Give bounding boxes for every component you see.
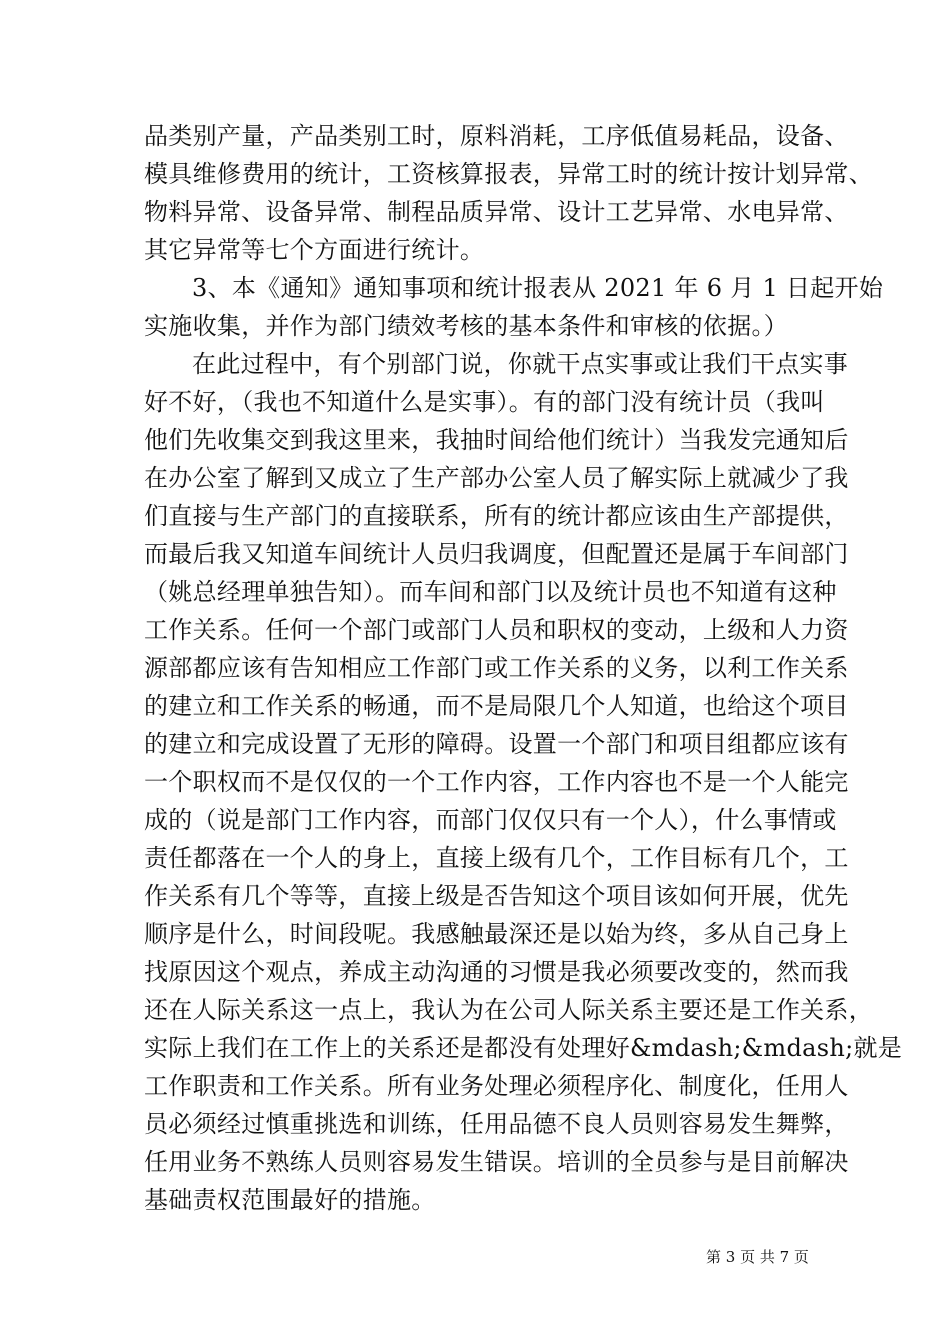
text-line: 员必须经过慎重挑选和训练，任用品德不良人员则容易发生舞弊， <box>144 1110 849 1138</box>
text-line: 他们先收集交到我这里来，我抽时间给他们统计）当我发完通知后 <box>144 426 849 454</box>
text-line: 工作关系。任何一个部门或部门人员和职权的变动，上级和人力资 <box>144 616 849 644</box>
text-line: 工作职责和工作关系。所有业务处理必须程序化、制度化，任用人 <box>144 1072 849 1100</box>
text-line: 其它异常等七个方面进行统计。 <box>144 236 485 264</box>
text-line: 们直接与生产部门的直接联系，所有的统计都应该由生产部提供， <box>144 502 849 530</box>
text-line: 的建立和工作关系的畅通，而不是局限几个人知道，也给这个项目 <box>144 692 849 720</box>
text-line: 作关系有几个等等，直接上级是否告知这个项目该如何开展，优先 <box>144 882 849 910</box>
text-line: 在此过程中，有个别部门说，你就干点实事或让我们干点实事 <box>192 350 849 378</box>
text-line: 找原因这个观点，养成主动沟通的习惯是我必须要改变的，然而我 <box>144 958 849 986</box>
text-line: 3、本《通知》通知事项和统计报表从 2021 年 6 月 1 日起开始 <box>192 274 884 302</box>
text-line: 模具维修费用的统计，工资核算报表，异常工时的统计按计划异常、 <box>144 160 873 188</box>
text-line: 好不好，（我也不知道什么是实事）。有的部门没有统计员（我叫 <box>144 388 825 416</box>
page-number: 第 3 页 共 7 页 <box>706 1248 809 1266</box>
text-line: 实施收集，并作为部门绩效考核的基本条件和审核的依据。） <box>144 312 789 340</box>
text-line: 实际上我们在工作上的关系还是都没有处理好&mdash;&mdash;就是 <box>144 1034 903 1062</box>
text-line: 物料异常、设备异常、制程品质异常、设计工艺异常、水电异常、 <box>144 198 849 226</box>
text-line: 而最后我又知道车间统计人员归我调度，但配置还是属于车间部门 <box>144 540 849 568</box>
text-line: 基础责权范围最好的措施。 <box>144 1186 436 1214</box>
text-line: （姚总经理单独告知）。而车间和部门以及统计员也不知道有这种 <box>144 578 837 606</box>
text-line: 一个职权而不是仅仅的一个工作内容，工作内容也不是一个人能完 <box>144 768 849 796</box>
text-line: 顺序是什么，时间段呢。我感触最深还是以始为终，多从自己身上 <box>144 920 849 948</box>
text-line: 成的（说是部门工作内容，而部门仅仅只有一个人），什么事情或 <box>144 806 837 834</box>
text-line: 源部都应该有告知相应工作部门或工作关系的义务，以利工作关系 <box>144 654 849 682</box>
text-line: 任用业务不熟练人员则容易发生错误。培训的全员参与是目前解决 <box>144 1148 849 1176</box>
text-line: 在办公室了解到又成立了生产部办公室人员了解实际上就减少了我 <box>144 464 849 492</box>
text-line: 责任都落在一个人的身上，直接上级有几个，工作目标有几个，工 <box>144 844 849 872</box>
text-line: 的建立和完成设置了无形的障碍。设置一个部门和项目组都应该有 <box>144 730 849 758</box>
text-line: 品类别产量，产品类别工时，原料消耗，工序低值易耗品，设备、 <box>144 122 849 150</box>
text-line: 还在人际关系这一点上，我认为在公司人际关系主要还是工作关系， <box>144 996 873 1024</box>
